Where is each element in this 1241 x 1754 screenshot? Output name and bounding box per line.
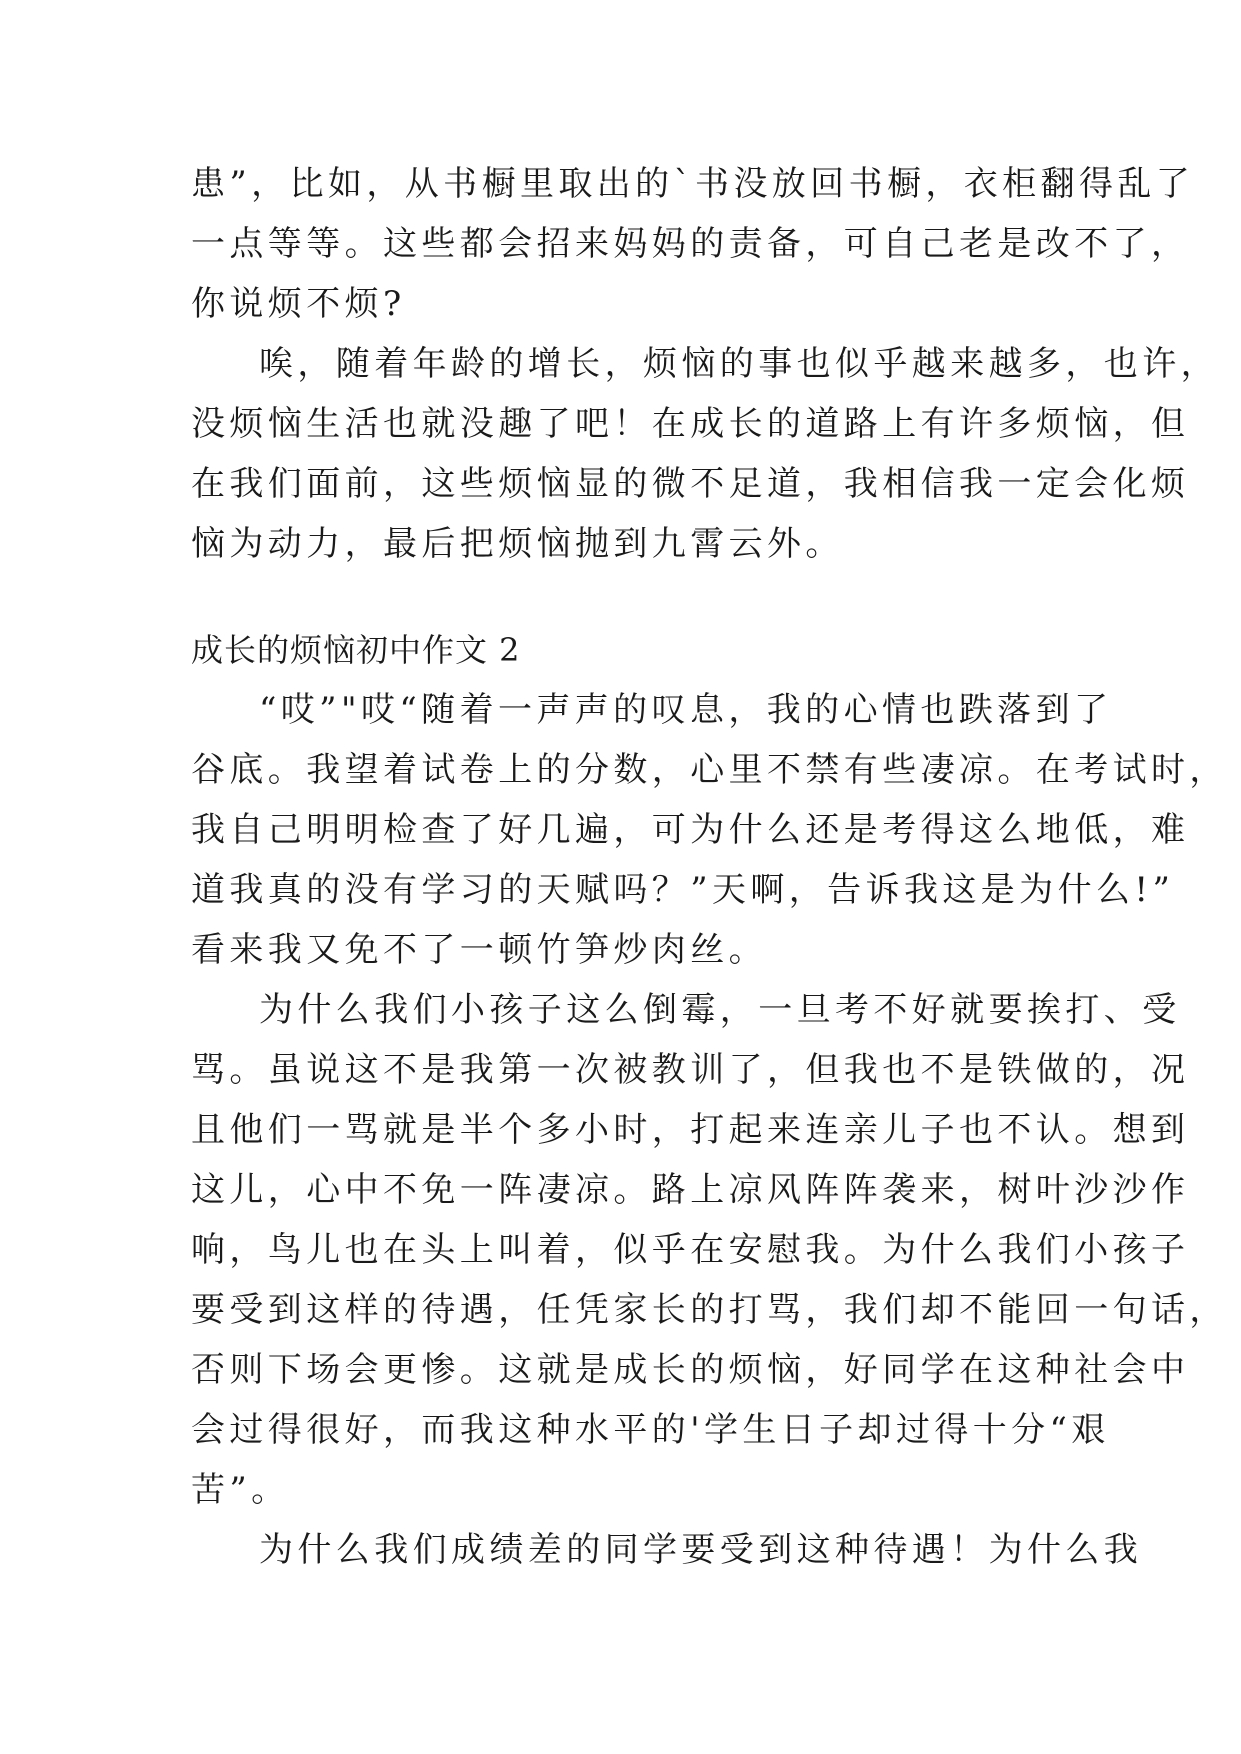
text-line: 道我真的没有学习的天赋吗？”天啊，告诉我这是为什么!”	[191, 870, 1175, 910]
text-line: 看来我又免不了一顿竹笋炒肉丝。	[191, 930, 767, 970]
text-line: 恼为动力，最后把烦恼抛到九霄云外。	[191, 524, 844, 564]
text-line: 苦”。	[191, 1470, 290, 1510]
text-line: 在我们面前，这些烦恼显的微不足道，我相信我一定会化烦	[191, 464, 1190, 504]
text-line: 响，鸟儿也在头上叫着，似乎在安慰我。为什么我们小孩子	[191, 1230, 1190, 1270]
text-line: 且他们一骂就是半个多小时，打起来连亲儿子也不认。想到	[191, 1110, 1190, 1150]
text-line: 患”，比如，从书橱里取出的`书没放回书橱，衣柜翻得乱了	[191, 164, 1195, 204]
text-line: 谷底。我望着试卷上的分数，心里不禁有些凄凉。在考试时，	[191, 750, 1228, 790]
text-line: 骂。虽说这不是我第一次被教训了，但我也不是铁做的，况	[191, 1050, 1190, 1090]
text-line: 这儿，心中不免一阵凄凉。路上凉风阵阵袭来，树叶沙沙作	[191, 1170, 1190, 1210]
text-line: 唉，随着年龄的增长，烦恼的事也似乎越来越多，也许，	[259, 344, 1219, 384]
text-line: 你说烦不烦?	[191, 284, 406, 324]
text-line: 没烦恼生活也就没趣了吧！在成长的道路上有许多烦恼，但	[191, 404, 1190, 444]
text-line: 为什么我们小孩子这么倒霉，一旦考不好就要挨打、受	[259, 990, 1181, 1030]
text-line: 要受到这样的待遇，任凭家长的打骂，我们却不能回一句话，	[191, 1290, 1228, 1330]
text-line: “哎”"哎“随着一声声的叹息，我的心情也跌落到了	[259, 690, 1113, 730]
text-line: 我自己明明检查了好几遍，可为什么还是考得这么地低，难	[191, 810, 1190, 850]
section-title: 成长的烦恼初中作文 2	[191, 631, 521, 669]
text-line: 会过得很好，而我这种水平的'学生日子却过得十分“艰	[191, 1410, 1110, 1450]
text-line: 为什么我们成绩差的同学要受到这种待遇！为什么我	[259, 1530, 1143, 1570]
text-line: 一点等等。这些都会招来妈妈的责备，可自己老是改不了，	[191, 224, 1190, 264]
text-line: 否则下场会更惨。这就是成长的烦恼，好同学在这种社会中	[191, 1350, 1190, 1390]
